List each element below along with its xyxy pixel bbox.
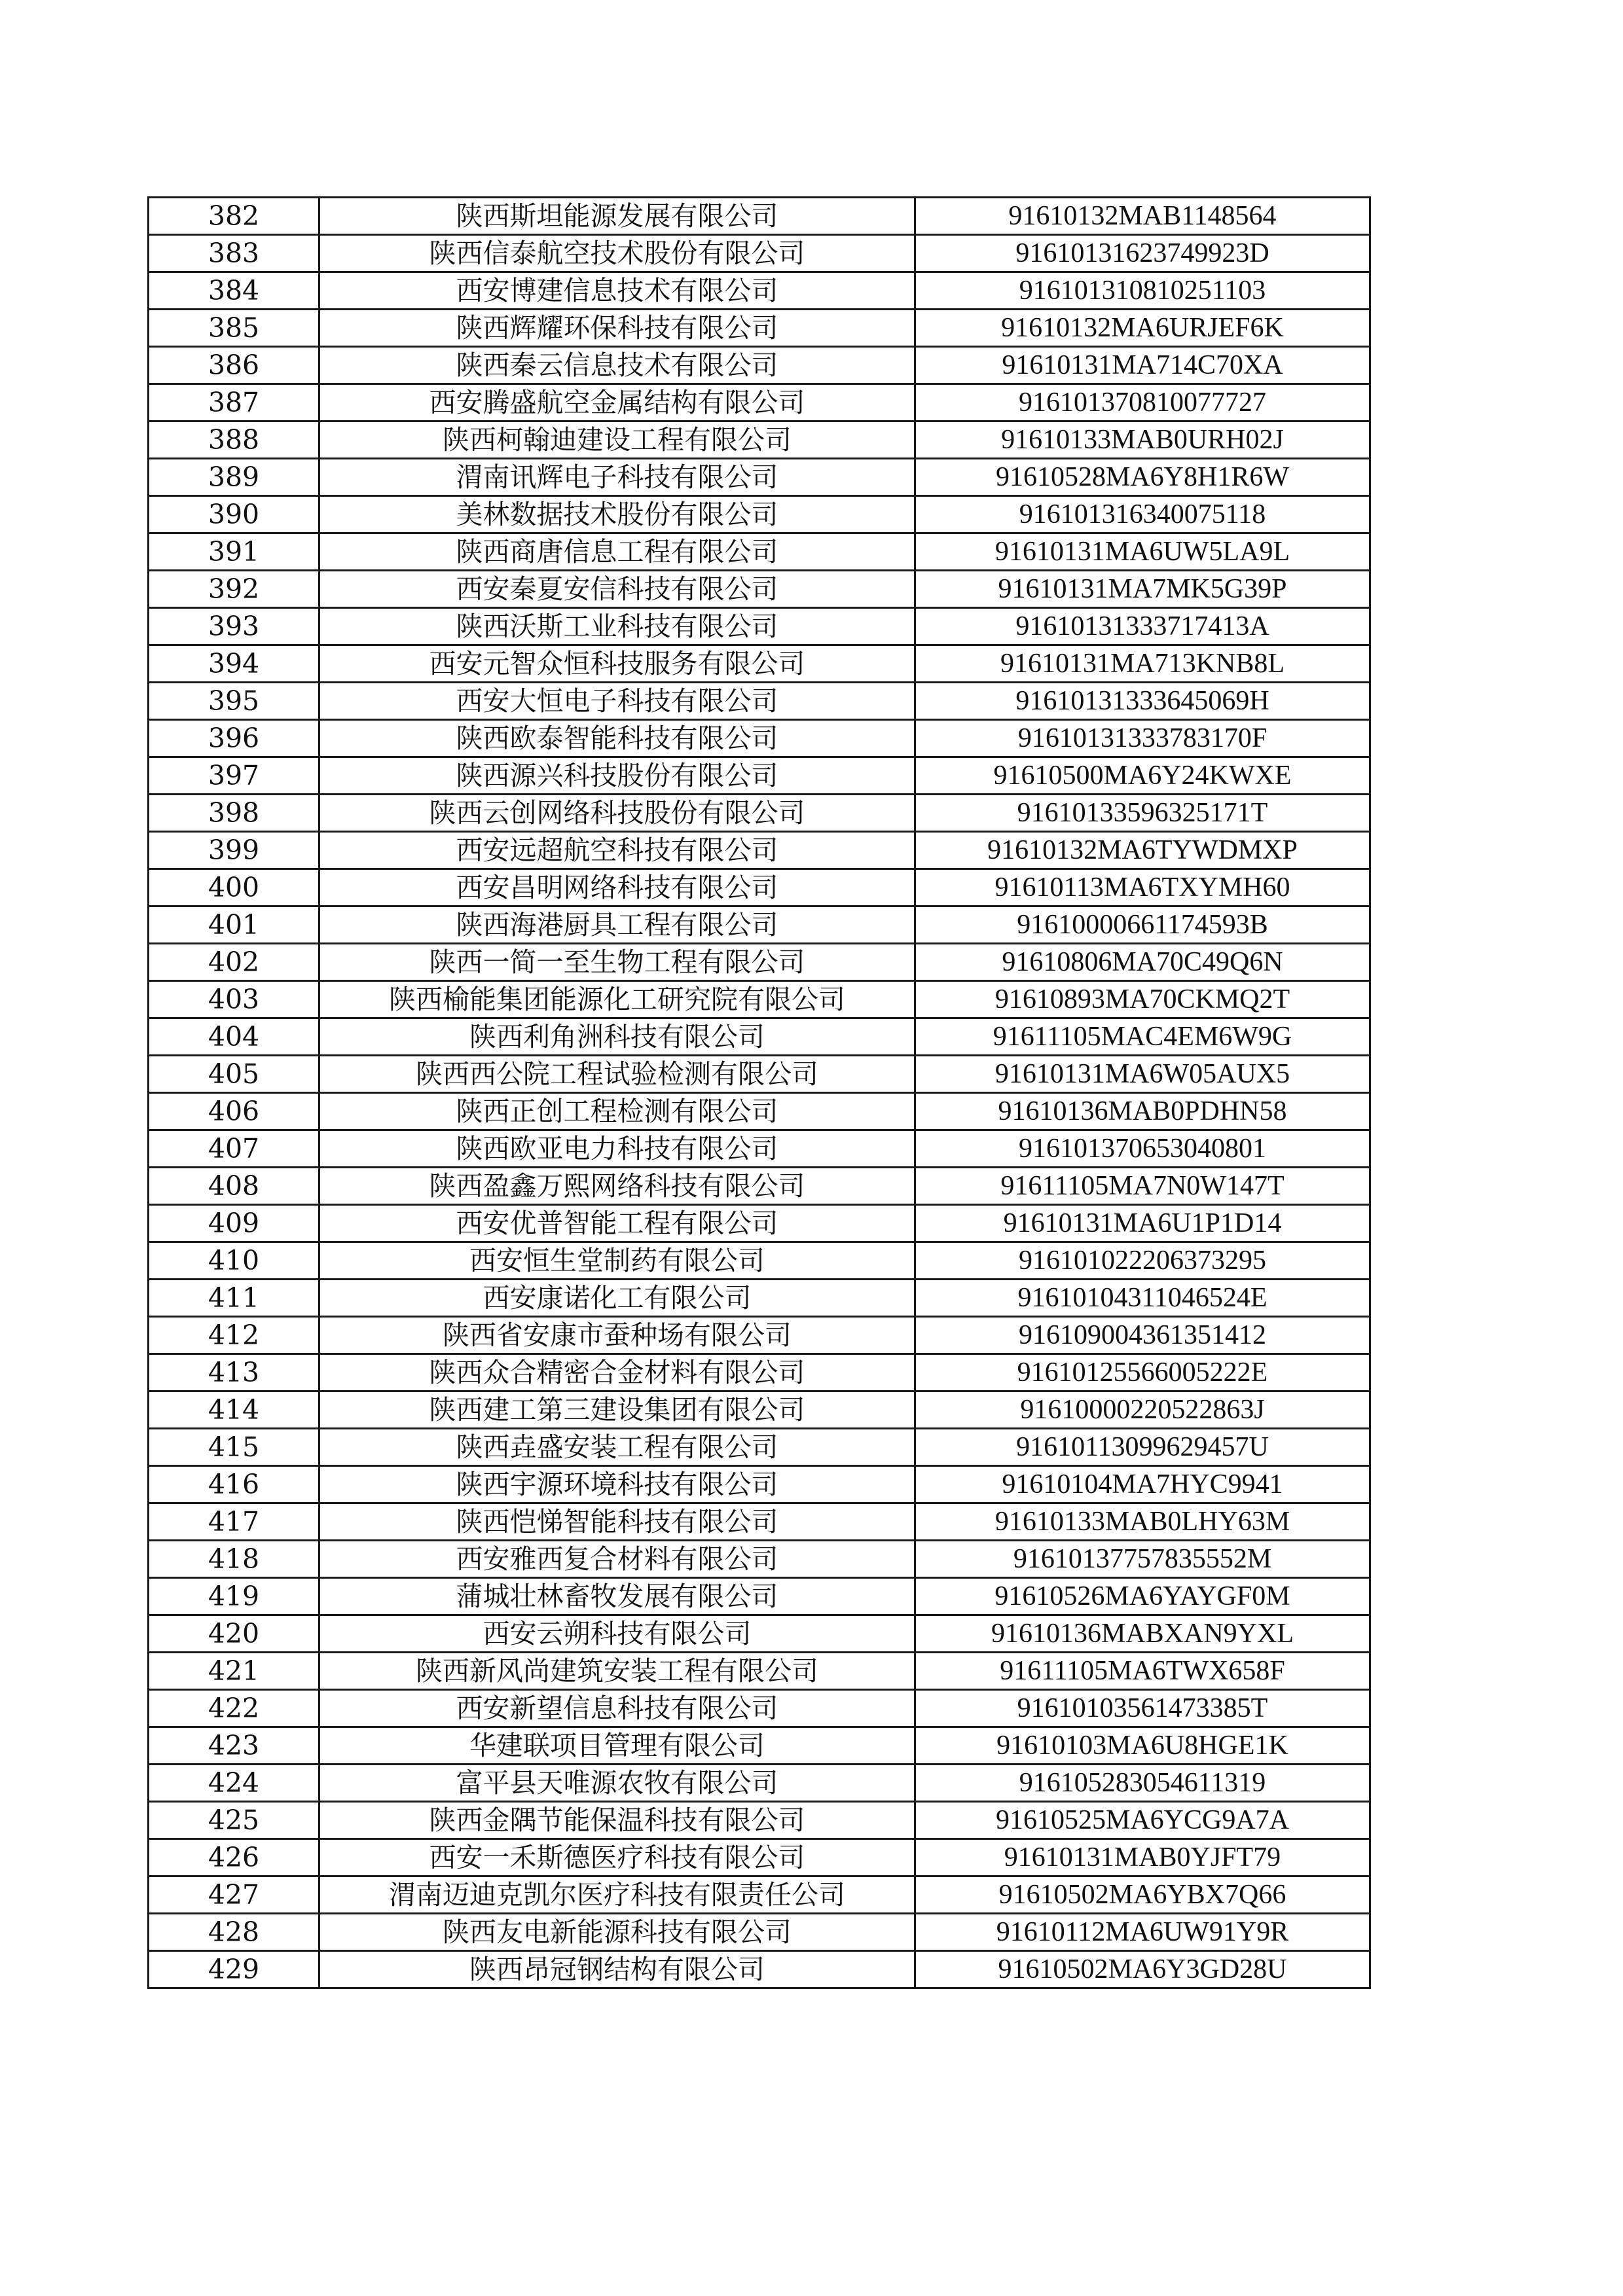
table-row xyxy=(149,832,1370,869)
credit-code: 91610113MA6TXYMH60 xyxy=(915,869,1370,906)
row-number: 401 xyxy=(149,906,319,944)
credit-code: 91610131MA713KNB8L xyxy=(915,645,1370,683)
row-number: 402 xyxy=(149,944,319,981)
row-number: 426 xyxy=(149,1839,319,1876)
credit-code: 916101310810251103 xyxy=(915,272,1370,310)
row-number: 414 xyxy=(149,1391,319,1429)
table-row xyxy=(149,1280,1370,1317)
company-name: 西安恒生堂制药有限公司 xyxy=(319,1242,915,1280)
company-name: 陕西柯翰迪建设工程有限公司 xyxy=(319,422,915,459)
table-row xyxy=(149,1802,1370,1839)
row-number: 412 xyxy=(149,1317,319,1354)
credit-code: 91610103561473385T xyxy=(915,1690,1370,1727)
company-name: 陕西西公院工程试验检测有限公司 xyxy=(319,1056,915,1093)
credit-code: 91610132MA6TYWDMXP xyxy=(915,832,1370,869)
row-number: 403 xyxy=(149,981,319,1018)
company-name: 西安博建信息技术有限公司 xyxy=(319,272,915,310)
row-number: 385 xyxy=(149,310,319,347)
row-number: 415 xyxy=(149,1429,319,1466)
row-number: 411 xyxy=(149,1280,319,1317)
row-number: 427 xyxy=(149,1876,319,1914)
table-row xyxy=(149,906,1370,944)
company-name: 西安康诺化工有限公司 xyxy=(319,1280,915,1317)
row-number: 408 xyxy=(149,1168,319,1205)
table-row xyxy=(149,1578,1370,1615)
row-number: 392 xyxy=(149,571,319,608)
company-name: 陕西建工第三建设集团有限公司 xyxy=(319,1391,915,1429)
company-name: 西安雅西复合材料有限公司 xyxy=(319,1541,915,1578)
table-row xyxy=(149,1690,1370,1727)
table-row xyxy=(149,1914,1370,1951)
credit-code: 91610125566005222E xyxy=(915,1354,1370,1391)
company-name: 西安云朔科技有限公司 xyxy=(319,1615,915,1653)
credit-code: 91610131333717413A xyxy=(915,608,1370,645)
credit-code: 91610113099629457U xyxy=(915,1429,1370,1466)
company-name: 陕西垚盛安装工程有限公司 xyxy=(319,1429,915,1466)
credit-code: 91610525MA6YCG9A7A xyxy=(915,1802,1370,1839)
company-name: 渭南讯辉电子科技有限公司 xyxy=(319,459,915,496)
credit-code: 91610528MA6Y8H1R6W xyxy=(915,459,1370,496)
table-row xyxy=(149,310,1370,347)
table-row xyxy=(149,1205,1370,1242)
table-row xyxy=(149,1466,1370,1503)
table-row xyxy=(149,1018,1370,1056)
company-name: 陕西恺悌智能科技有限公司 xyxy=(319,1503,915,1541)
table-row xyxy=(149,1876,1370,1914)
row-number: 399 xyxy=(149,832,319,869)
table-row xyxy=(149,198,1370,235)
row-number: 393 xyxy=(149,608,319,645)
table-row xyxy=(149,1391,1370,1429)
credit-code: 91610502MA6Y3GD28U xyxy=(915,1951,1370,1988)
company-name: 陕西源兴科技股份有限公司 xyxy=(319,757,915,795)
row-number: 410 xyxy=(149,1242,319,1280)
row-number: 423 xyxy=(149,1727,319,1765)
company-name: 陕西友电新能源科技有限公司 xyxy=(319,1914,915,1951)
table-row xyxy=(149,496,1370,533)
row-number: 424 xyxy=(149,1765,319,1802)
row-number: 406 xyxy=(149,1093,319,1130)
company-name: 西安一禾斯德医疗科技有限公司 xyxy=(319,1839,915,1876)
credit-code: 91610893MA70CKMQ2T xyxy=(915,981,1370,1018)
row-number: 407 xyxy=(149,1130,319,1168)
credit-code: 91610000220522863J xyxy=(915,1391,1370,1429)
company-name: 陕西正创工程检测有限公司 xyxy=(319,1093,915,1130)
table-row xyxy=(149,571,1370,608)
table-row xyxy=(149,608,1370,645)
company-name: 陕西宇源环境科技有限公司 xyxy=(319,1466,915,1503)
credit-code: 91610131MA6W05AUX5 xyxy=(915,1056,1370,1093)
company-name: 陕西商唐信息工程有限公司 xyxy=(319,533,915,571)
company-name: 陕西欧泰智能科技有限公司 xyxy=(319,720,915,757)
row-number: 389 xyxy=(149,459,319,496)
company-name: 陕西榆能集团能源化工研究院有限公司 xyxy=(319,981,915,1018)
table-body xyxy=(149,198,1370,1988)
company-name: 陕西金隅节能保温科技有限公司 xyxy=(319,1802,915,1839)
credit-code: 916105283054611319 xyxy=(915,1765,1370,1802)
table-row xyxy=(149,347,1370,384)
company-name: 陕西斯坦能源发展有限公司 xyxy=(319,198,915,235)
row-number: 429 xyxy=(149,1951,319,1988)
table-row xyxy=(149,1765,1370,1802)
table-row xyxy=(149,1951,1370,1988)
credit-code: 91610131333645069H xyxy=(915,683,1370,720)
company-name: 陕西新风尚建筑安装工程有限公司 xyxy=(319,1653,915,1690)
credit-code: 91610131MA714C70XA xyxy=(915,347,1370,384)
table-row xyxy=(149,944,1370,981)
table-row xyxy=(149,459,1370,496)
credit-code: 91610137757835552M xyxy=(915,1541,1370,1578)
row-number: 425 xyxy=(149,1802,319,1839)
credit-code: 91610502MA6YBX7Q66 xyxy=(915,1876,1370,1914)
table-row xyxy=(149,1130,1370,1168)
credit-code: 91611105MAC4EM6W9G xyxy=(915,1018,1370,1056)
company-name: 富平县天唯源农牧有限公司 xyxy=(319,1765,915,1802)
company-name: 陕西沃斯工业科技有限公司 xyxy=(319,608,915,645)
table-row xyxy=(149,981,1370,1018)
company-name: 渭南迈迪克凯尔医疗科技有限责任公司 xyxy=(319,1876,915,1914)
table-row xyxy=(149,869,1370,906)
row-number: 398 xyxy=(149,795,319,832)
row-number: 383 xyxy=(149,235,319,272)
credit-code: 916101316340075118 xyxy=(915,496,1370,533)
row-number: 405 xyxy=(149,1056,319,1093)
table-row xyxy=(149,272,1370,310)
table-row xyxy=(149,1093,1370,1130)
company-name: 陕西辉耀环保科技有限公司 xyxy=(319,310,915,347)
row-number: 397 xyxy=(149,757,319,795)
row-number: 428 xyxy=(149,1914,319,1951)
row-number: 417 xyxy=(149,1503,319,1541)
credit-code: 91610133MAB0URH02J xyxy=(915,422,1370,459)
company-name: 陕西海港厨具工程有限公司 xyxy=(319,906,915,944)
credit-code: 91610526MA6YAYGF0M xyxy=(915,1578,1370,1615)
table-row xyxy=(149,720,1370,757)
company-name: 西安大恒电子科技有限公司 xyxy=(319,683,915,720)
credit-code: 91610104MA7HYC9941 xyxy=(915,1466,1370,1503)
company-name: 陕西众合精密合金材料有限公司 xyxy=(319,1354,915,1391)
company-name: 西安腾盛航空金属结构有限公司 xyxy=(319,384,915,422)
credit-code: 916101022206373295 xyxy=(915,1242,1370,1280)
row-number: 395 xyxy=(149,683,319,720)
row-number: 384 xyxy=(149,272,319,310)
company-name: 美林数据技术股份有限公司 xyxy=(319,496,915,533)
credit-code: 91610131333783170F xyxy=(915,720,1370,757)
table-row xyxy=(149,683,1370,720)
credit-code: 91610806MA70C49Q6N xyxy=(915,944,1370,981)
credit-code: 91611105MA7N0W147T xyxy=(915,1168,1370,1205)
company-name: 陕西秦云信息技术有限公司 xyxy=(319,347,915,384)
credit-code: 91610131MAB0YJFT79 xyxy=(915,1839,1370,1876)
company-name: 陕西昂冠钢结构有限公司 xyxy=(319,1951,915,1988)
table-row xyxy=(149,1429,1370,1466)
credit-code: 916109004361351412 xyxy=(915,1317,1370,1354)
table-row xyxy=(149,422,1370,459)
row-number: 419 xyxy=(149,1578,319,1615)
table-row xyxy=(149,757,1370,795)
credit-code: 91611105MA6TWX658F xyxy=(915,1653,1370,1690)
credit-code: 916101370810077727 xyxy=(915,384,1370,422)
table-row xyxy=(149,1168,1370,1205)
table-row xyxy=(149,384,1370,422)
row-number: 422 xyxy=(149,1690,319,1727)
credit-code: 91610131623749923D xyxy=(915,235,1370,272)
credit-code: 91610131MA6UW5LA9L xyxy=(915,533,1370,571)
credit-code: 91610132MA6URJEF6K xyxy=(915,310,1370,347)
credit-code: 91610000661174593B xyxy=(915,906,1370,944)
row-number: 416 xyxy=(149,1466,319,1503)
table-row xyxy=(149,795,1370,832)
table-row xyxy=(149,1503,1370,1541)
table-row xyxy=(149,1317,1370,1354)
row-number: 418 xyxy=(149,1541,319,1578)
company-name: 陕西省安康市蚕种场有限公司 xyxy=(319,1317,915,1354)
table-row xyxy=(149,1541,1370,1578)
table-row xyxy=(149,1354,1370,1391)
row-number: 390 xyxy=(149,496,319,533)
row-number: 409 xyxy=(149,1205,319,1242)
table-row xyxy=(149,1615,1370,1653)
credit-code: 91610131MA7MK5G39P xyxy=(915,571,1370,608)
company-name: 西安元智众恒科技服务有限公司 xyxy=(319,645,915,683)
row-number: 413 xyxy=(149,1354,319,1391)
company-name: 西安远超航空科技有限公司 xyxy=(319,832,915,869)
company-name: 陕西欧亚电力科技有限公司 xyxy=(319,1130,915,1168)
table-row xyxy=(149,1839,1370,1876)
company-name: 蒲城壮林畜牧发展有限公司 xyxy=(319,1578,915,1615)
row-number: 386 xyxy=(149,347,319,384)
company-name: 陕西云创网络科技股份有限公司 xyxy=(319,795,915,832)
credit-code: 91610133MAB0LHY63M xyxy=(915,1503,1370,1541)
row-number: 387 xyxy=(149,384,319,422)
company-name: 西安昌明网络科技有限公司 xyxy=(319,869,915,906)
credit-code: 91610131MA6U1P1D14 xyxy=(915,1205,1370,1242)
row-number: 394 xyxy=(149,645,319,683)
row-number: 391 xyxy=(149,533,319,571)
row-number: 382 xyxy=(149,198,319,235)
company-name: 西安优普智能工程有限公司 xyxy=(319,1205,915,1242)
credit-code: 91610132MAB1148564 xyxy=(915,198,1370,235)
table-row xyxy=(149,533,1370,571)
row-number: 404 xyxy=(149,1018,319,1056)
credit-code: 91610136MAB0PDHN58 xyxy=(915,1093,1370,1130)
row-number: 400 xyxy=(149,869,319,906)
credit-code: 91610103MA6U8HGE1K xyxy=(915,1727,1370,1765)
company-table xyxy=(147,196,1371,1989)
row-number: 421 xyxy=(149,1653,319,1690)
company-name: 西安新望信息科技有限公司 xyxy=(319,1690,915,1727)
table-row xyxy=(149,1242,1370,1280)
table-row xyxy=(149,235,1370,272)
row-number: 388 xyxy=(149,422,319,459)
credit-code: 91610104311046524E xyxy=(915,1280,1370,1317)
company-name: 陕西利角洲科技有限公司 xyxy=(319,1018,915,1056)
table-row xyxy=(149,1653,1370,1690)
row-number: 396 xyxy=(149,720,319,757)
company-name: 华建联项目管理有限公司 xyxy=(319,1727,915,1765)
company-name: 西安秦夏安信科技有限公司 xyxy=(319,571,915,608)
credit-code: 91610136MABXAN9YXL xyxy=(915,1615,1370,1653)
company-name: 陕西一简一至生物工程有限公司 xyxy=(319,944,915,981)
credit-code: 916101370653040801 xyxy=(915,1130,1370,1168)
table-row xyxy=(149,645,1370,683)
row-number: 420 xyxy=(149,1615,319,1653)
credit-code: 91610133596325171T xyxy=(915,795,1370,832)
credit-code: 91610500MA6Y24KWXE xyxy=(915,757,1370,795)
company-name: 陕西盈鑫万熙网络科技有限公司 xyxy=(319,1168,915,1205)
table-row xyxy=(149,1727,1370,1765)
company-name: 陕西信泰航空技术股份有限公司 xyxy=(319,235,915,272)
table-row xyxy=(149,1056,1370,1093)
credit-code: 91610112MA6UW91Y9R xyxy=(915,1914,1370,1951)
